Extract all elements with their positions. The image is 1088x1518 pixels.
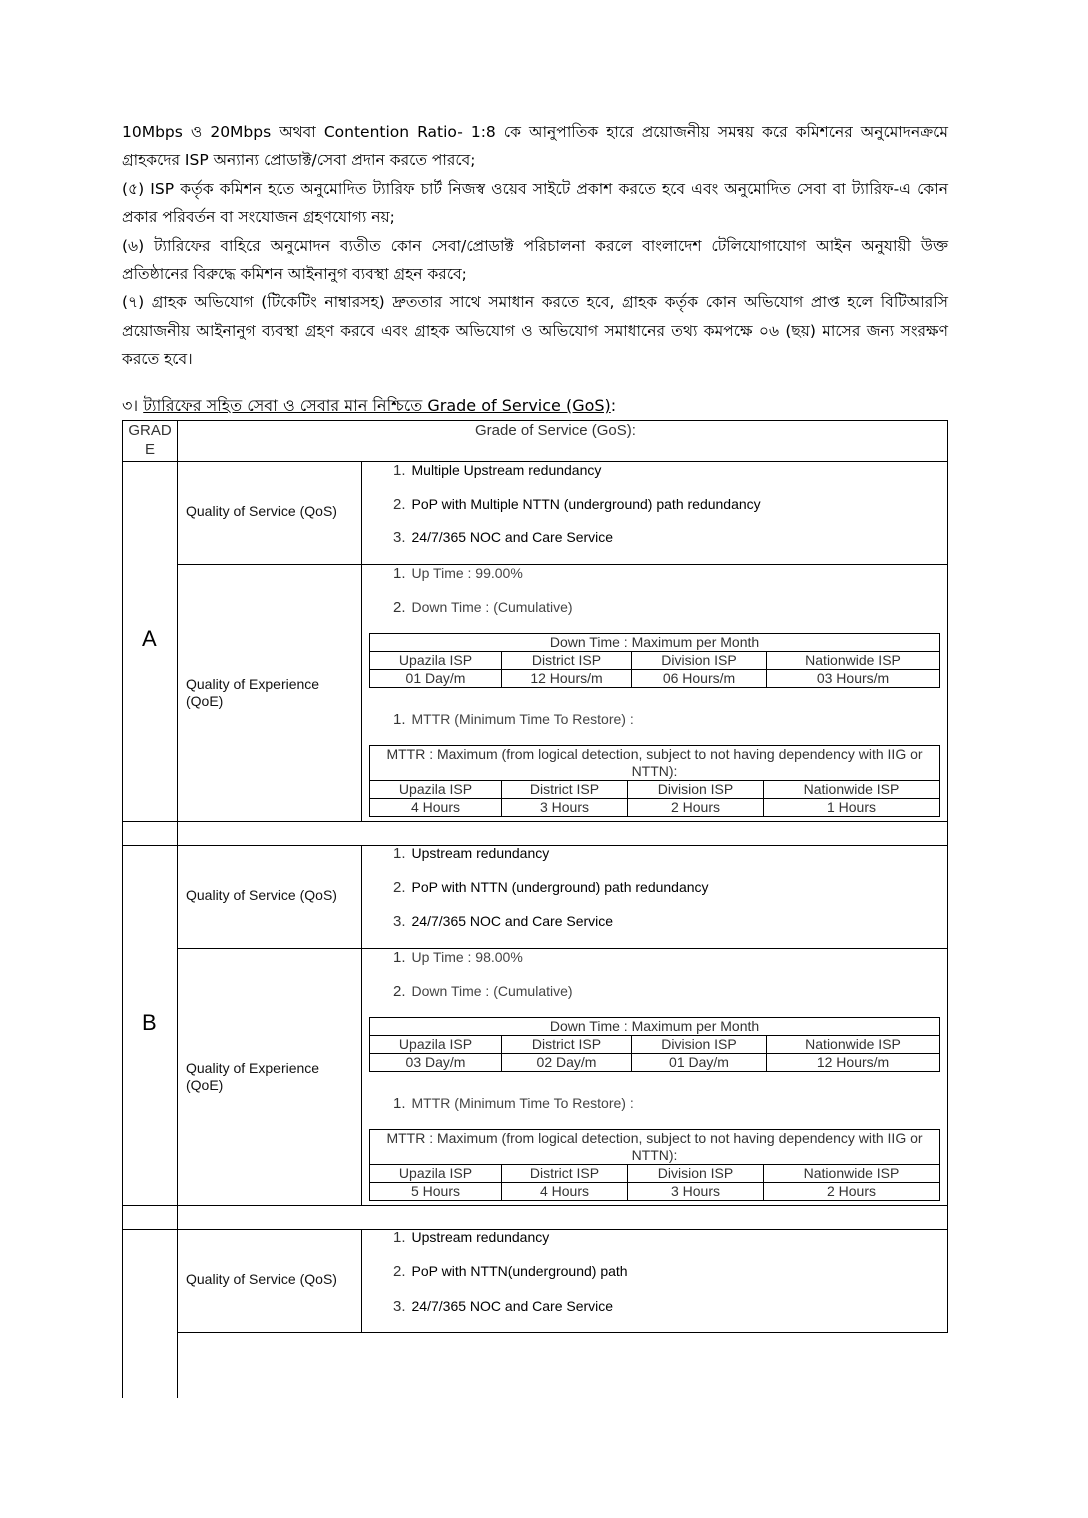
isp-header: Division ISP <box>628 781 764 799</box>
isp-header: Nationwide ISP <box>767 1036 940 1054</box>
qos-item-a-3: 3. 24/7/365 NOC and Care Service <box>393 529 614 546</box>
qos-label-a: Quality of Service (QoS) <box>186 503 337 519</box>
isp-header: District ISP <box>502 1165 628 1183</box>
downtime-value: 03 Hours/m <box>767 670 940 688</box>
downtime-label-b: 2. Down Time : (Cumulative) <box>393 983 573 1000</box>
qos-label-c: Quality of Service (QoS) <box>186 1271 337 1287</box>
qos-item-b-2: 2. PoP with NTTN (underground) path redundancy <box>393 879 709 896</box>
mttr-value: 3 Hours <box>502 799 628 817</box>
isp-header: Division ISP <box>628 1165 764 1183</box>
isp-header: District ISP <box>502 652 632 670</box>
qos-item-b-1: 1. Upstream redundancy <box>393 845 550 862</box>
table-border-a-qos <box>177 564 948 565</box>
mttr-value: 5 Hours <box>370 1183 502 1201</box>
isp-header: Nationwide ISP <box>764 781 940 799</box>
intro-paragraph-1: 10Mbps ও 20Mbps অথবা Contention Ratio- 1:8 কে আনুপাতিক হারে প্রয়োজনীয় সমন্বয় করে কমিশনের অনুমোদনক্রমে গ্রাহকদের ISP অন্যান্য প্রোডাক্ট/সেবা প্রদান করতে পারবে; <box>122 123 948 170</box>
mttr-value: 4 Hours <box>502 1183 628 1201</box>
qos-item-a-2: 2. PoP with Multiple NTTN (underground) path redundancy <box>393 496 761 513</box>
mttr-table-a <box>369 745 940 817</box>
downtime-value: 12 Hours/m <box>767 1054 940 1072</box>
intro-text <box>122 118 948 374</box>
qoe-label-a: Quality of Experience (QoE) <box>186 676 320 709</box>
table-border-label-col-a <box>361 461 362 821</box>
qos-item-c-1: 1. Upstream redundancy <box>393 1229 550 1246</box>
grade-letter-b: B <box>142 1010 157 1035</box>
downtime-table-b <box>369 1017 940 1072</box>
downtime-value: 12 Hours/m <box>502 670 632 688</box>
table-border-grade-col <box>177 420 178 1398</box>
table-border-b-bottom <box>122 1205 948 1206</box>
downtime-value: 02 Day/m <box>502 1054 632 1072</box>
downtime-caption: Down Time : Maximum per Month <box>370 634 940 652</box>
intro-paragraph-5: (৫) ISP কর্তৃক কমিশন হতে অনুমোদিত ট্যারিফ চার্ট নিজস্ব ওয়েব সাইটে প্রকাশ করতে হবে এবং অনুমোদিত সেবা বা ট্যারিফ-এ কোন প্রকার পরিবর্তন বা সংযোজন গ্রহণযোগ্য নয়; <box>122 179 948 227</box>
section-number: ৩। <box>122 396 139 415</box>
table-border-c-qos <box>177 1332 948 1333</box>
isp-header: Nationwide ISP <box>764 1165 940 1183</box>
grade-letter-a: A <box>142 626 157 651</box>
table-border-label-col-b <box>361 845 362 1205</box>
intro-paragraph-7: (৭) গ্রাহক অভিযোগ (টিকেটিং নাম্বারসহ) দ্রুততার সাথে সমাধান করতে হবে, গ্রাহক কর্তৃক কোন অভিযোগ প্রাপ্ত হলে বিটিআরসি প্রয়োজনীয় আইনানুগ ব্যবস্থা গ্রহণ করবে এবং গ্রাহক অভিযোগ ও অভিযোগ সমাধানের তথ্য কমপক্ষে ০৬ (ছয়) মাসের জন্য সংরক্ষণ করতে হবে। <box>122 293 948 369</box>
mttr-label-b: 1. MTTR (Minimum Time To Restore) : <box>393 1095 634 1112</box>
isp-header: Upazila ISP <box>370 1036 502 1054</box>
downtime-value: 03 Day/m <box>370 1054 502 1072</box>
mttr-value: 1 Hours <box>764 799 940 817</box>
qos-item-c-3: 3. 24/7/365 NOC and Care Service <box>393 1298 614 1315</box>
mttr-caption: MTTR : Maximum (from logical detection, subject to not having dependency with IIG or NTTN): <box>370 1130 940 1165</box>
qos-item-a-1: 1. Multiple Upstream redundancy <box>393 462 602 479</box>
table-border-left <box>122 420 123 1398</box>
mttr-value: 2 Hours <box>628 799 764 817</box>
isp-header: District ISP <box>502 781 628 799</box>
isp-header: Nationwide ISP <box>767 652 940 670</box>
mttr-table-b <box>369 1129 940 1201</box>
grade-column-header: GRAD E <box>128 422 172 458</box>
uptime-b: 1. Up Time : 98.00% <box>393 949 523 966</box>
downtime-caption: Down Time : Maximum per Month <box>370 1018 940 1036</box>
table-border-top <box>122 420 948 421</box>
downtime-table-a <box>369 633 940 688</box>
section-colon: : <box>610 396 617 415</box>
downtime-value: 06 Hours/m <box>632 670 767 688</box>
table-border-label-col-c <box>361 1229 362 1333</box>
qos-item-c-2: 2. PoP with NTTN(underground) path <box>393 1263 628 1280</box>
gos-column-header: Grade of Service (GoS): <box>475 422 636 439</box>
table-border-right <box>947 420 948 1333</box>
table-border-a-bottom <box>122 821 948 822</box>
qos-label-b: Quality of Service (QoS) <box>186 887 337 903</box>
mttr-value: 3 Hours <box>628 1183 764 1201</box>
isp-header: District ISP <box>502 1036 632 1054</box>
isp-header: Division ISP <box>632 1036 767 1054</box>
mttr-label-a: 1. MTTR (Minimum Time To Restore) : <box>393 711 634 728</box>
qoe-label-b: Quality of Experience (QoE) <box>186 1060 320 1093</box>
qos-item-b-3: 3. 24/7/365 NOC and Care Service <box>393 913 614 930</box>
isp-header: Upazila ISP <box>370 1165 502 1183</box>
intro-paragraph-6: (৬) ট্যারিফের বাহিরে অনুমোদন ব্যতীত কোন সেবা/প্রোডাক্ট পরিচালনা করলে বাংলাদেশ টেলিযোগাযোগ আইন অনুযায়ী উক্ত প্রতিষ্ঠানের বিরুদ্ধে কমিশন আইনানুগ ব্যবস্থা গ্রহন করবে; <box>122 236 948 284</box>
downtime-value: 01 Day/m <box>370 670 502 688</box>
mttr-value: 4 Hours <box>370 799 502 817</box>
isp-header: Upazila ISP <box>370 652 502 670</box>
downtime-value: 01 Day/m <box>632 1054 767 1072</box>
section-title: ট্যারিফের সহিত সেবা ও সেবার মান নিশ্চিতে Grade of Service (GoS) <box>143 396 611 415</box>
mttr-value: 2 Hours <box>764 1183 940 1201</box>
section-heading <box>122 394 616 418</box>
isp-header: Upazila ISP <box>370 781 502 799</box>
mttr-caption: MTTR : Maximum (from logical detection, subject to not having dependency with IIG or NTTN): <box>370 746 940 781</box>
uptime-a: 1. Up Time : 99.00% <box>393 565 523 582</box>
isp-header: Division ISP <box>632 652 767 670</box>
table-border-b-qos <box>177 948 948 949</box>
downtime-label-a: 2. Down Time : (Cumulative) <box>393 599 573 616</box>
